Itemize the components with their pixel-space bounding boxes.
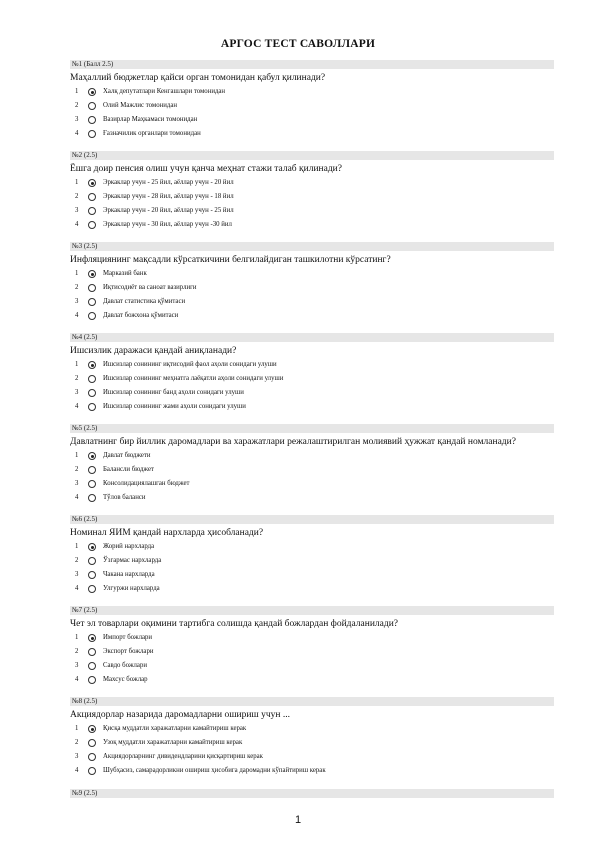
- answer-option[interactable]: [70, 99, 554, 113]
- answer-option[interactable]: [70, 386, 554, 400]
- answer-option[interactable]: [70, 176, 554, 190]
- option-number: 2: [75, 375, 79, 382]
- answer-option[interactable]: [70, 631, 554, 645]
- option-label: Марказий банк: [103, 270, 147, 277]
- option-number: 4: [75, 221, 79, 228]
- radio-selected-icon[interactable]: [88, 634, 96, 642]
- question-header: №3 (2.5): [70, 242, 554, 251]
- question-4: [70, 333, 554, 414]
- question-text: Давлатнинг бир йиллик даромадлари ва харажатлари режалаштирилган молиявий ҳужжат қандай номланади?: [70, 437, 516, 447]
- answer-option[interactable]: [70, 750, 554, 764]
- option-number: 3: [75, 662, 79, 669]
- question-text: Инфляциянинг мақсадли кўрсаткичини белгилайдиган ташкилотни кўрсатинг?: [70, 255, 391, 265]
- option-label: Эркаклар учун - 30 йил, аёллар учун -30 йил: [103, 221, 232, 228]
- question-text: Ишсизлик даражаси қандай аниқланади?: [70, 346, 237, 356]
- question-text: Маҳаллий бюджетлар қайси орган томонидан қабул қилинади?: [70, 73, 326, 83]
- option-number: 3: [75, 571, 79, 578]
- option-number: 2: [75, 284, 79, 291]
- radio-empty-icon[interactable]: [88, 207, 96, 215]
- radio-empty-icon[interactable]: [88, 102, 96, 110]
- option-number: 2: [75, 557, 79, 564]
- option-number: 2: [75, 102, 79, 109]
- answer-option[interactable]: [70, 204, 554, 218]
- option-number: 1: [75, 725, 79, 732]
- question-header: №7 (2.5): [70, 606, 554, 615]
- option-label: Эркаклар учун - 20 йил, аёллар учун - 25 йил: [103, 207, 234, 214]
- question-text: Чет эл товарлари оқимини тартибга солишда қандай божлардан фойдаланилади?: [70, 619, 399, 629]
- answer-option[interactable]: [70, 659, 554, 673]
- option-label: Акциядорларнинг дивидендларини қисқартириш керак: [103, 753, 263, 760]
- option-number: 2: [75, 193, 79, 200]
- question-header: №9 (2.5): [70, 789, 554, 798]
- option-label: Эркаклар учун - 25 йил, аёллар учун - 20 йил: [103, 179, 234, 186]
- question-header: №4 (2.5): [70, 333, 554, 342]
- answer-option[interactable]: [70, 400, 554, 414]
- question-8: [70, 697, 554, 778]
- question-3: [70, 242, 554, 323]
- option-number: 4: [75, 130, 79, 137]
- question-7: [70, 606, 554, 687]
- radio-empty-icon[interactable]: [88, 739, 96, 747]
- question-1: [70, 60, 554, 141]
- radio-selected-icon[interactable]: [88, 543, 96, 551]
- answer-option[interactable]: [70, 582, 554, 596]
- option-label: Тўлов баланси: [103, 494, 146, 501]
- option-label: Ўзгармас нархларда: [103, 557, 162, 564]
- answer-option[interactable]: [70, 113, 554, 127]
- answer-option[interactable]: [70, 127, 554, 141]
- answer-option[interactable]: [70, 673, 554, 687]
- answer-option[interactable]: [70, 358, 554, 372]
- option-label: Олий Мажлис томонидан: [103, 102, 178, 109]
- option-number: 1: [75, 361, 79, 368]
- option-number: 2: [75, 739, 79, 746]
- option-number: 1: [75, 88, 79, 95]
- option-label: Давлат статистика қўмитаси: [103, 298, 186, 305]
- radio-empty-icon[interactable]: [88, 466, 96, 474]
- option-number: 1: [75, 452, 79, 459]
- option-label: Шубҳасиз, самарадорликни ошириш ҳисобига даромадни кўпайтириш керак: [103, 767, 326, 774]
- radio-empty-icon[interactable]: [88, 480, 96, 488]
- question-header: №1 (Балл 2.5): [70, 60, 554, 69]
- option-label: Савдо божлари: [103, 662, 147, 669]
- page-number: 1: [294, 814, 302, 826]
- option-label: Ишсизлар сонининг жами аҳоли сонидаги улуши: [103, 403, 246, 410]
- answer-option[interactable]: [70, 449, 554, 463]
- radio-empty-icon[interactable]: [88, 585, 96, 593]
- answer-option[interactable]: [70, 218, 554, 232]
- radio-empty-icon[interactable]: [88, 403, 96, 411]
- radio-empty-icon[interactable]: [88, 753, 96, 761]
- question-text: Ёшга доир пенсия олиш учун қанча меҳнат стажи талаб қилинади?: [70, 164, 342, 174]
- option-number: 3: [75, 389, 79, 396]
- radio-selected-icon[interactable]: [88, 270, 96, 278]
- radio-empty-icon[interactable]: [88, 676, 96, 684]
- question-5: [70, 424, 554, 505]
- radio-empty-icon[interactable]: [88, 193, 96, 201]
- option-label: Импорт божлари: [103, 634, 153, 641]
- radio-empty-icon[interactable]: [88, 375, 96, 383]
- radio-empty-icon[interactable]: [88, 312, 96, 320]
- question-6: [70, 515, 554, 596]
- radio-empty-icon[interactable]: [88, 130, 96, 138]
- radio-selected-icon[interactable]: [88, 88, 96, 96]
- answer-option[interactable]: [70, 722, 554, 736]
- question-9: [70, 789, 554, 798]
- option-number: 4: [75, 585, 79, 592]
- option-number: 1: [75, 634, 79, 641]
- option-number: 3: [75, 480, 79, 487]
- option-label: Узоқ муддатли харажатларни камайтириш керак: [103, 739, 243, 746]
- answer-option[interactable]: [70, 491, 554, 505]
- answer-option[interactable]: [70, 568, 554, 582]
- option-label: Улгуржи нархларда: [103, 585, 160, 592]
- question-header: №5 (2.5): [70, 424, 554, 433]
- option-label: Иқтисодиёт ва саноат вазирлиги: [103, 284, 197, 291]
- option-label: Консолидациялашган бюджет: [103, 480, 190, 487]
- answer-option[interactable]: [70, 372, 554, 386]
- option-label: Давлат божхона қўмитаси: [103, 312, 179, 319]
- option-number: 4: [75, 494, 79, 501]
- option-number: 4: [75, 403, 79, 410]
- option-label: Эркаклар учун - 28 йил, аёллар учун - 18 йил: [103, 193, 234, 200]
- question-text: Номинал ЯИМ қандай нархларда ҳисобланади?: [70, 528, 264, 538]
- option-number: 1: [75, 179, 79, 186]
- question-header: №8 (2.5): [70, 697, 554, 706]
- answer-option[interactable]: [70, 295, 554, 309]
- option-label: Экспорт божлари: [103, 648, 154, 655]
- answer-option[interactable]: [70, 85, 554, 99]
- option-number: 2: [75, 466, 79, 473]
- radio-empty-icon[interactable]: [88, 116, 96, 124]
- radio-empty-icon[interactable]: [88, 284, 96, 292]
- option-label: Балансли бюджет: [103, 466, 155, 473]
- radio-empty-icon[interactable]: [88, 557, 96, 565]
- option-number: 3: [75, 753, 79, 760]
- question-text: Акциядорлар назарида даромадларни ошириш учун ...: [70, 710, 290, 720]
- radio-selected-icon[interactable]: [88, 725, 96, 733]
- option-number: 4: [75, 767, 79, 774]
- radio-empty-icon[interactable]: [88, 648, 96, 656]
- question-header: №2 (2.5): [70, 151, 554, 160]
- answer-option[interactable]: [70, 554, 554, 568]
- radio-selected-icon[interactable]: [88, 179, 96, 187]
- option-number: 1: [75, 543, 79, 550]
- answer-option[interactable]: [70, 736, 554, 750]
- option-label: Чакана нархларда: [103, 571, 155, 578]
- answer-option[interactable]: [70, 645, 554, 659]
- option-label: Халқ депутатлари Кенгашлари томонидан: [103, 88, 226, 95]
- option-number: 4: [75, 676, 79, 683]
- answer-option[interactable]: [70, 309, 554, 323]
- option-number: 3: [75, 207, 79, 214]
- option-number: 3: [75, 116, 79, 123]
- option-number: 2: [75, 648, 79, 655]
- radio-selected-icon[interactable]: [88, 361, 96, 369]
- option-label: Ишсизлар сонининг меҳнатга лаёқатли аҳоли сонидаги улуши: [103, 375, 284, 382]
- answer-option[interactable]: [70, 477, 554, 491]
- radio-empty-icon[interactable]: [88, 389, 96, 397]
- option-label: Махсус божлар: [103, 676, 148, 683]
- answer-option[interactable]: [70, 267, 554, 281]
- page-title: АРГОС ТЕСТ САВОЛЛАРИ: [220, 38, 376, 50]
- radio-empty-icon[interactable]: [88, 221, 96, 229]
- option-label: Ишсизлар сонининг банд аҳоли сонидаги улуши: [103, 389, 244, 396]
- option-number: 4: [75, 312, 79, 319]
- option-label: Жорий нархларда: [103, 543, 155, 550]
- option-label: Қисқа муддатли харажатларни камайтириш керак: [103, 725, 247, 732]
- radio-empty-icon[interactable]: [88, 767, 96, 775]
- option-number: 3: [75, 298, 79, 305]
- answer-option[interactable]: [70, 190, 554, 204]
- option-label: Ғазначилик органлари томонидан: [103, 130, 201, 137]
- option-number: 1: [75, 270, 79, 277]
- radio-empty-icon[interactable]: [88, 571, 96, 579]
- radio-selected-icon[interactable]: [88, 452, 96, 460]
- option-label: Вазирлар Маҳкамаси томонидан: [103, 116, 198, 123]
- option-label: Давлат бюджети: [103, 452, 151, 459]
- question-header: №6 (2.5): [70, 515, 554, 524]
- radio-empty-icon[interactable]: [88, 298, 96, 306]
- answer-option[interactable]: [70, 281, 554, 295]
- answer-option[interactable]: [70, 540, 554, 554]
- option-label: Ишсизлар сонининг иқтисодий фаол аҳоли сонидаги улуши: [103, 361, 277, 368]
- answer-option[interactable]: [70, 463, 554, 477]
- answer-option[interactable]: [70, 764, 554, 778]
- radio-empty-icon[interactable]: [88, 662, 96, 670]
- radio-empty-icon[interactable]: [88, 494, 96, 502]
- question-2: [70, 151, 554, 232]
